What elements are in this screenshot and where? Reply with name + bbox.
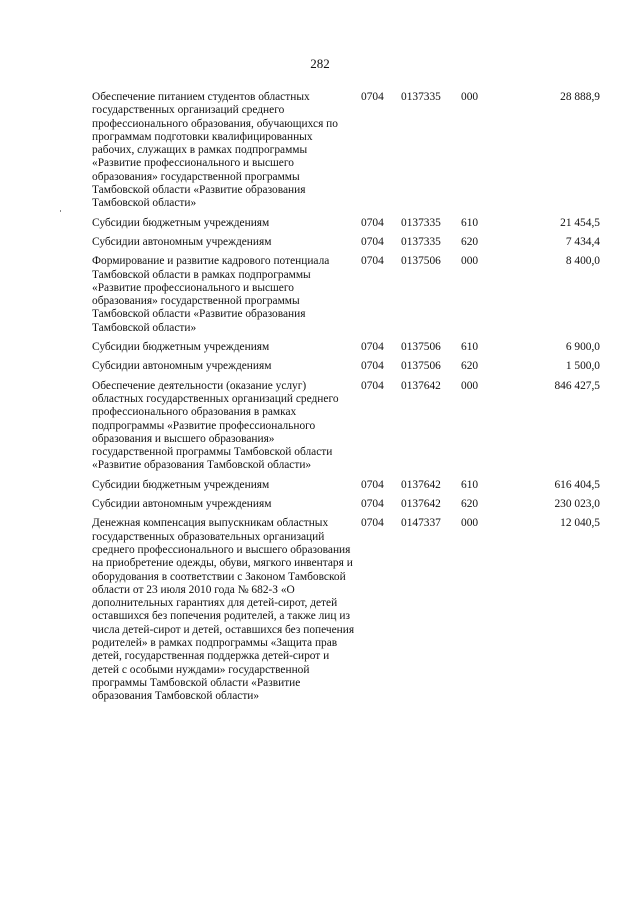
row-section-code: 0704 — [361, 360, 384, 373]
table-row — [92, 498, 600, 511]
table-row — [92, 217, 600, 230]
row-article-code: 0137506 — [401, 360, 441, 373]
table-row — [92, 341, 600, 354]
row-description: Субсидии автономным учреждениям — [92, 360, 272, 373]
row-article-code: 0137506 — [401, 255, 441, 268]
row-description: Формирование и развитие кадрового потенциала Тамбовской области в рамках подпрограммы «Развитие профессионального и высшего образования» государственной программы Тамбовской области «Развитие образования Тамбовской области» — [92, 255, 330, 334]
row-amount: 846 427,5 — [554, 379, 600, 392]
scan-artifact — [60, 210, 61, 212]
row-description: Субсидии бюджетным учреждениям — [92, 341, 270, 354]
row-description: Субсидии бюджетным учреждениям — [92, 216, 270, 229]
row-amount: 7 434,4 — [565, 235, 600, 248]
row-article-code: 0137642 — [401, 498, 441, 511]
table-row — [92, 380, 600, 473]
row-article-code: 0137506 — [401, 341, 441, 354]
table-row — [92, 91, 600, 211]
row-description: Субсидии автономным учреждениям — [92, 498, 272, 511]
row-description: Субсидии автономным учреждениям — [92, 235, 272, 248]
row-section-code: 0704 — [361, 498, 384, 511]
row-amount: 28 888,9 — [560, 91, 600, 103]
row-article-code: 0137335 — [401, 235, 441, 248]
row-article-code: 0147337 — [401, 517, 441, 530]
table-row — [92, 236, 600, 249]
row-section-code: 0704 — [361, 91, 384, 103]
row-amount: 1 500,0 — [565, 360, 600, 373]
row-expense-type-code: 620 — [461, 360, 479, 373]
row-section-code: 0704 — [361, 379, 384, 392]
row-section-code: 0704 — [361, 478, 384, 491]
row-amount: 12 040,5 — [560, 517, 600, 530]
row-section-code: 0704 — [361, 216, 384, 229]
row-amount: 8 400,0 — [565, 255, 600, 268]
row-expense-type-code: 620 — [461, 235, 479, 248]
row-description: Обеспечение питанием студентов областных государственных организаций среднего профессионального образования, обучающихся по программам подготовки квалифицированных рабочих, служащих в рамках подпрограммы «Развитие профессионального и высшего образования» государственной программы Тамбовской области «Развитие образования Тамбовской области» — [92, 91, 338, 210]
row-expense-type-code: 000 — [461, 379, 479, 392]
row-amount: 616 404,5 — [554, 478, 600, 491]
row-amount: 21 454,5 — [560, 216, 600, 229]
table-row — [92, 255, 600, 335]
table-row — [92, 479, 600, 492]
row-amount: 230 023,0 — [554, 498, 600, 511]
row-section-code: 0704 — [361, 341, 384, 354]
row-expense-type-code: 610 — [461, 216, 479, 229]
row-description: Субсидии бюджетным учреждениям — [92, 478, 270, 491]
row-description: Денежная компенсация выпускникам областных государственных образовательных организаций среднего профессионального и высшего образования на приобретение одежды, обуви, мягкого инвентаря и оборудования в соответствии с Законом Тамбовской области от 23 июля 2010 года № 682-З «О дополнительных гарантиях для детей-сирот, детей оставшихся без попечения родителей, а также лиц из числа детей-сирот и детей, оставшихся без попечения родителей» в рамках подпрограммы «Защита прав детей, государственная поддержка детей-сирот и детей с особыми нуждами» государственной программы Тамбовской области «Развитие образования Тамбовской области» — [92, 517, 355, 703]
row-expense-type-code: 000 — [461, 255, 479, 268]
row-article-code: 0137335 — [401, 91, 441, 103]
row-expense-type-code: 620 — [461, 498, 479, 511]
table-row — [92, 360, 600, 373]
row-amount: 6 900,0 — [565, 341, 600, 354]
row-article-code: 0137335 — [401, 216, 441, 229]
row-section-code: 0704 — [361, 235, 384, 248]
row-expense-type-code: 610 — [461, 341, 479, 354]
row-expense-type-code: 000 — [461, 517, 479, 530]
row-section-code: 0704 — [361, 255, 384, 268]
page-number: 282 — [310, 56, 330, 71]
row-description: Обеспечение деятельности (оказание услуг) областных государственных организаций среднего профессионального образования в рамках подпрограммы «Развитие профессионального образования и высшего образования» государственной программы Тамбовской области «Развитие образования Тамбовской области» — [92, 379, 339, 472]
budget-table — [92, 91, 600, 709]
row-article-code: 0137642 — [401, 478, 441, 491]
row-article-code: 0137642 — [401, 379, 441, 392]
row-section-code: 0704 — [361, 517, 384, 530]
row-expense-type-code: 610 — [461, 478, 479, 491]
row-expense-type-code: 000 — [461, 91, 479, 103]
table-row — [92, 517, 600, 703]
